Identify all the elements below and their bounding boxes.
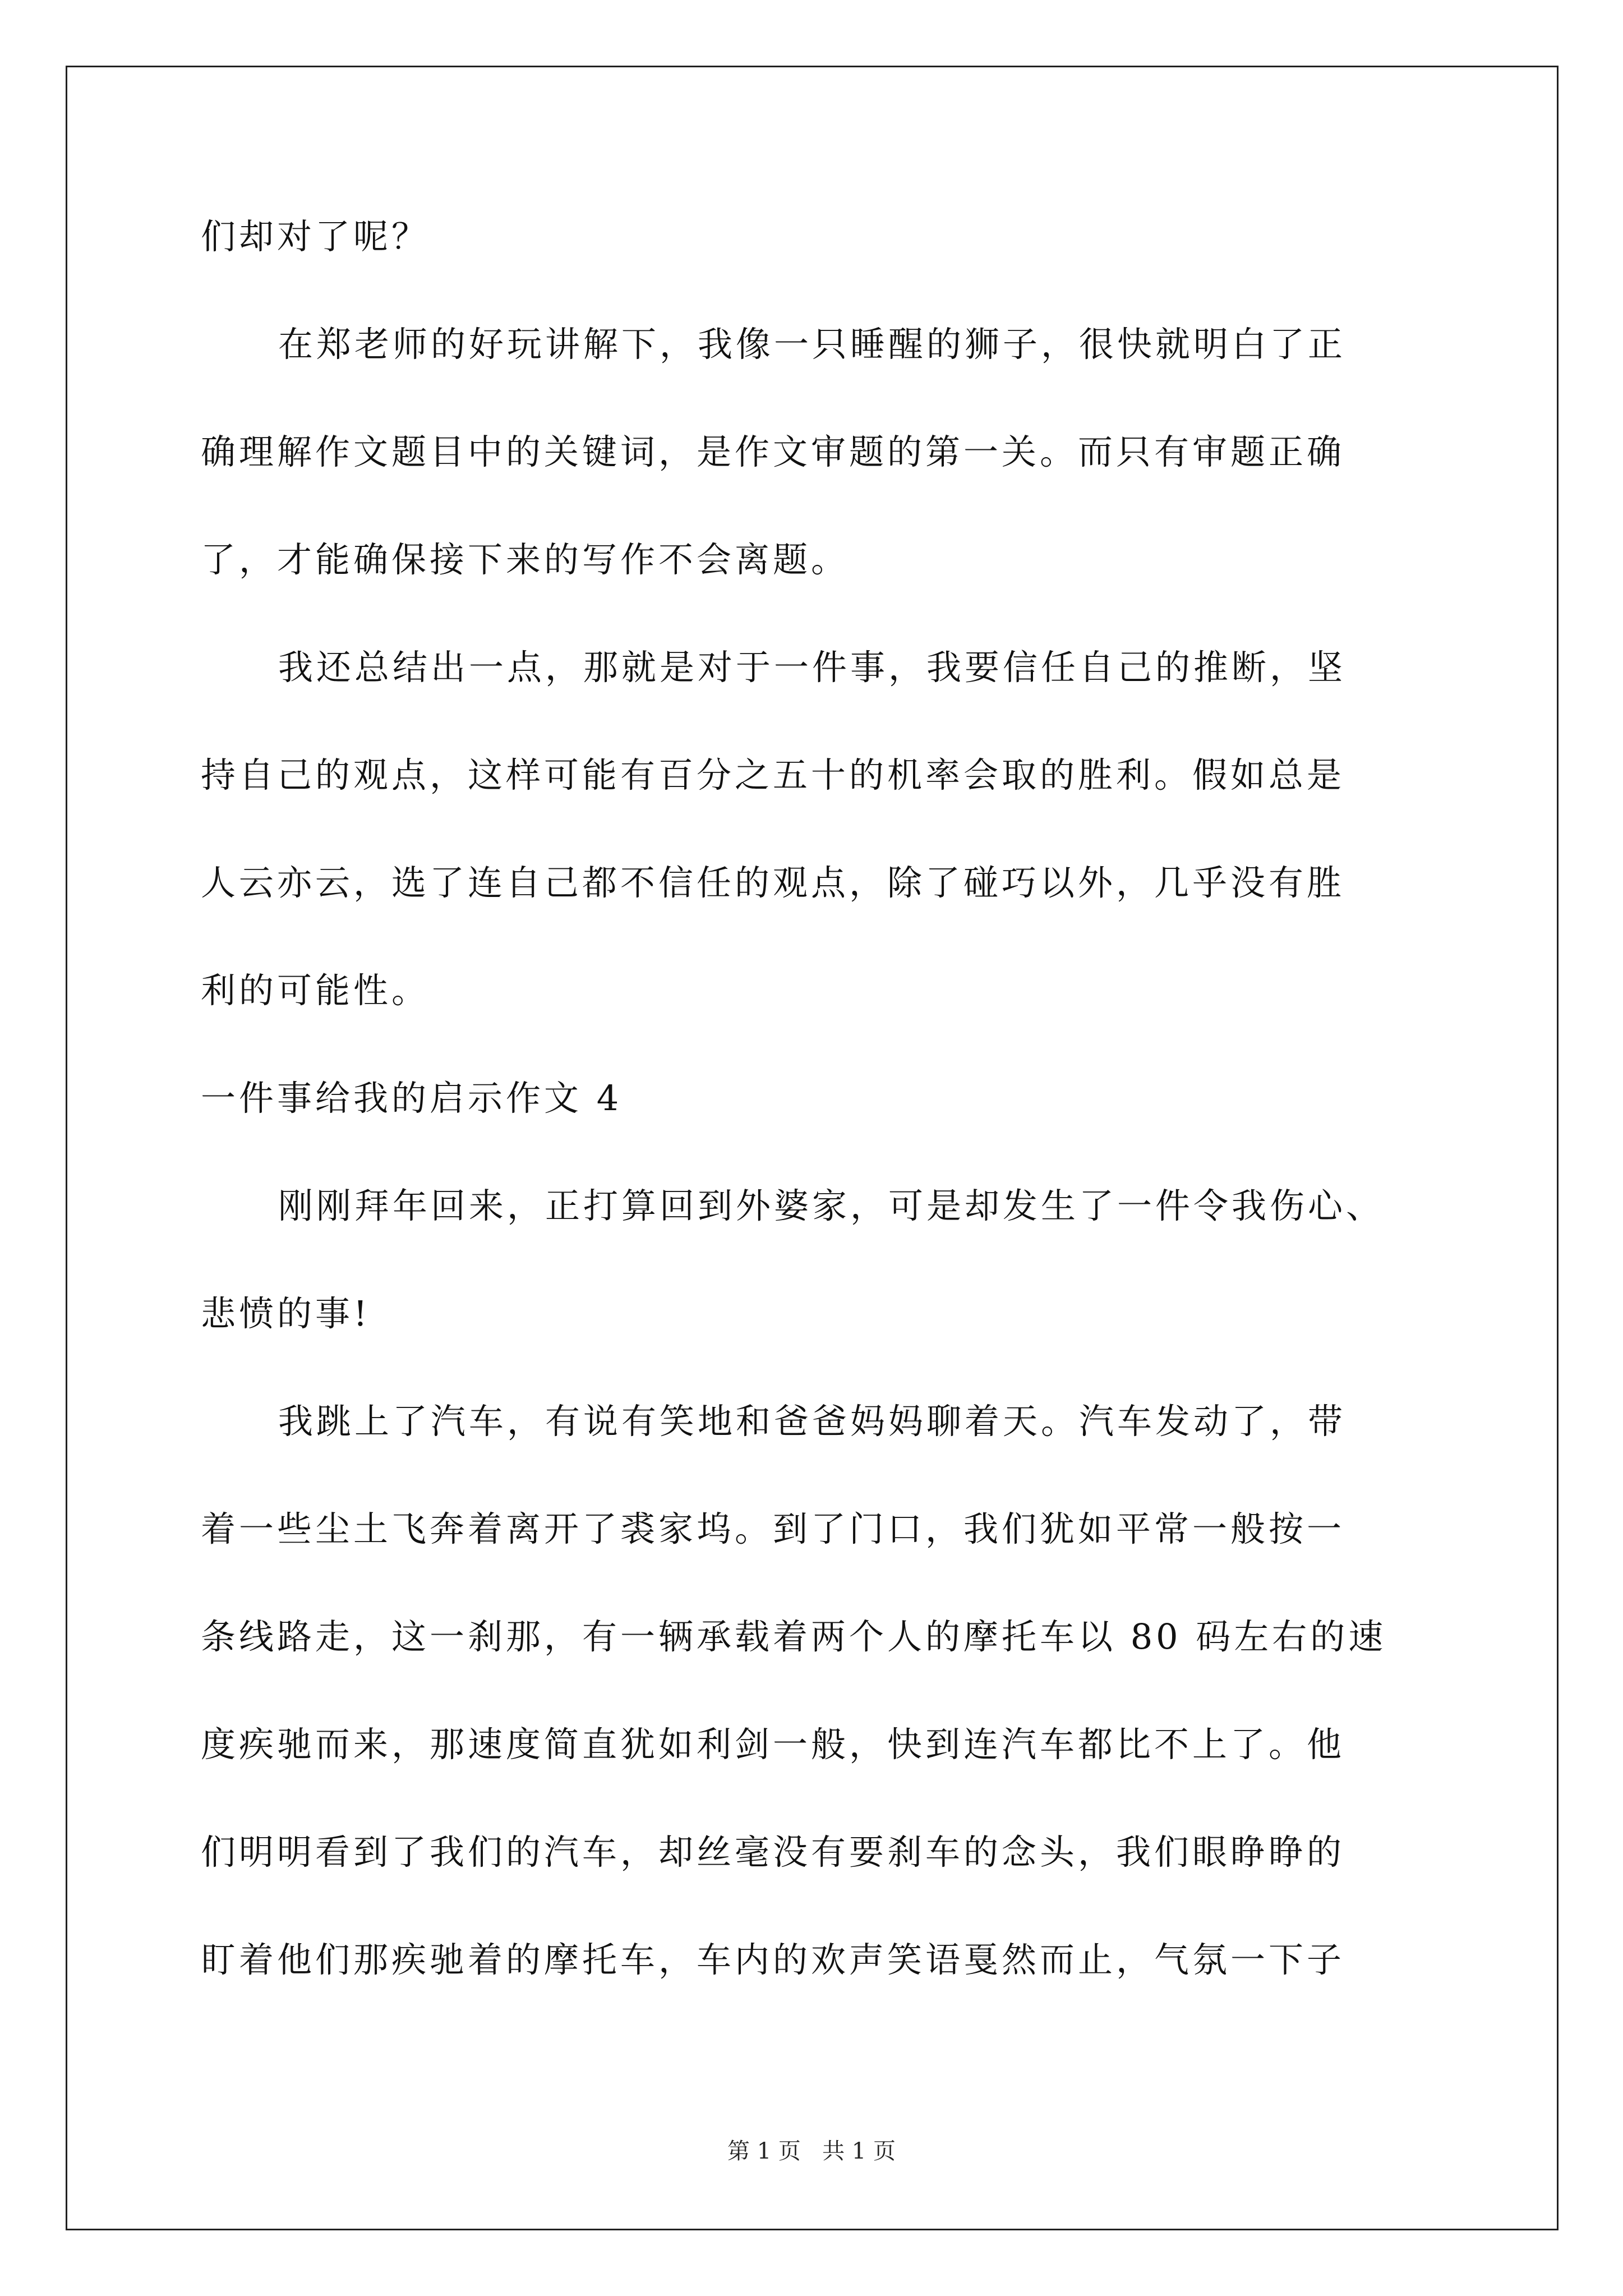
text-line-4: 了，才能确保接下来的写作不会离题。 — [201, 539, 850, 580]
page-footer: 第 1 页 共 1 页 — [727, 2138, 896, 2164]
text-line-13: 着一些尘土飞奔着离开了裘家坞。到了门口，我们犹如平常一般按一 — [201, 1508, 1345, 1549]
document-body — [201, 209, 1435, 2040]
text-line-17: 盯着他们那疾驰着的摩托车，车内的欢声笑语戛然而止，气氛一下子 — [201, 1939, 1345, 1980]
text-line-16: 们明明看到了我们的汽车，却丝毫没有要刹车的念头，我们眼睁睁的 — [201, 1832, 1345, 1872]
text-line-5: 我还总结出一点，那就是对于一件事，我要信任自己的推断，坚 — [278, 647, 1347, 688]
text-line-3: 确理解作文题目中的关键词，是作文审题的第一关。而只有审题正确 — [201, 431, 1345, 472]
text-line-2: 在郑老师的好玩讲解下，我像一只睡醒的狮子，很快就明白了正 — [278, 324, 1347, 365]
text-line-8: 利的可能性。 — [201, 970, 430, 1011]
text-line-14: 条线路走，这一刹那，有一辆承载着两个人的摩托车以 80 码左右的速 — [201, 1616, 1387, 1657]
text-line-10: 刚刚拜年回来，正打算回到外婆家，可是却发生了一件令我伤心、 — [278, 1185, 1385, 1226]
text-line-15: 度疾驰而来，那速度简直犹如利剑一般，快到连汽车都比不上了。他 — [201, 1724, 1345, 1765]
section-heading: 一件事给我的启示作文 4 — [201, 1078, 623, 1119]
text-line-11: 悲愤的事! — [201, 1293, 371, 1334]
text-line-1: 们却对了呢？ — [201, 216, 430, 257]
text-line-7: 人云亦云，选了连自己都不信任的观点，除了碰巧以外，几乎没有胜 — [201, 862, 1345, 903]
text-line-12: 我跳上了汽车，有说有笑地和爸爸妈妈聊着天。汽车发动了，带 — [278, 1401, 1347, 1442]
text-line-6: 持自己的观点，这样可能有百分之五十的机率会取的胜利。假如总是 — [201, 754, 1345, 795]
